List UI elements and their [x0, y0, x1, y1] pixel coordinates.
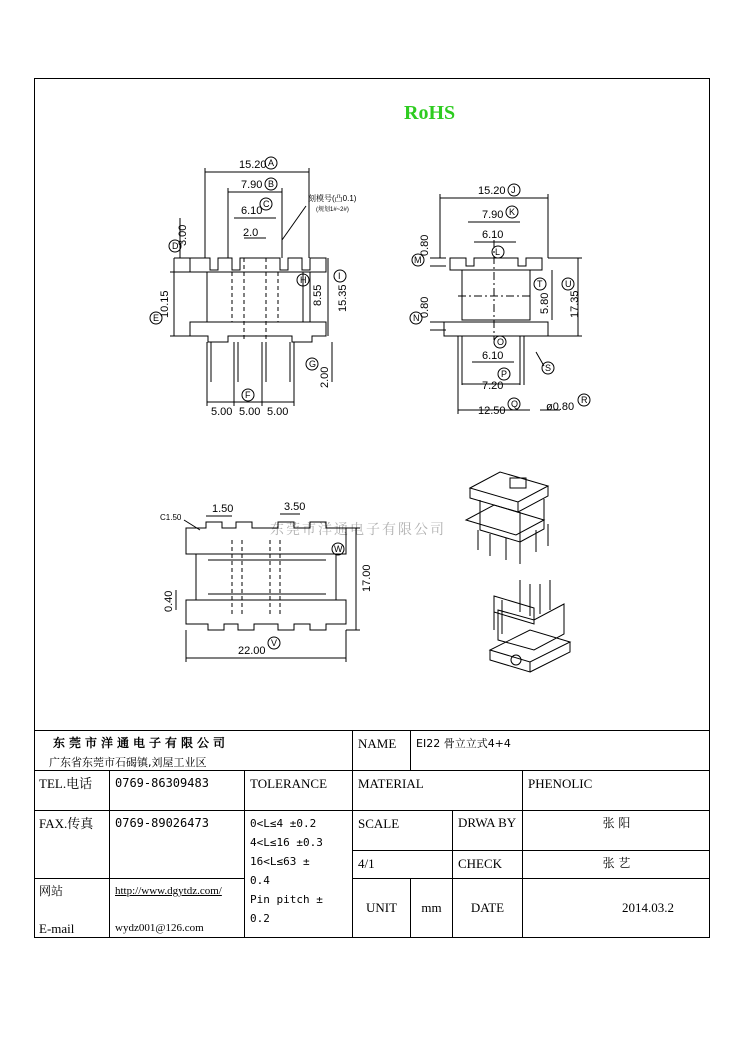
label-P: P [501, 369, 508, 379]
watermark: 东莞市洋通电子有限公司 [270, 522, 446, 538]
label-K: K [509, 207, 516, 217]
web-link[interactable]: http://www.dgytdz.com/ [115, 885, 222, 897]
dim-side-0-80-bottom: 0.80 [419, 296, 431, 318]
label-G: G [309, 359, 317, 369]
dim-front-10-15: 10.15 [159, 290, 171, 318]
tolerance-label: TOLERANCE [244, 770, 352, 810]
check-value: 张 艺 [522, 850, 710, 878]
dim-top-0-40: 0.40 [163, 590, 175, 612]
dim-top-3-50: 3.50 [284, 501, 306, 513]
material-value: PHENOLIC [522, 770, 710, 810]
label-Q: Q [511, 399, 519, 409]
name-label: NAME [352, 730, 410, 770]
dim-front-width: 15.20 [239, 159, 267, 171]
fax-value: 0769-89026473 [109, 810, 244, 878]
label-V: V [271, 638, 278, 648]
name-value: EI22 骨立立式4+4 [410, 730, 710, 770]
iso-view-upper [466, 472, 548, 564]
dim-side-15-20: 15.20 [478, 185, 506, 197]
dim-top-17-00: 17.00 [361, 564, 373, 592]
web-label: 网站 [39, 884, 64, 898]
fax-label: FAX.传真 [34, 810, 109, 878]
company-address: 广东省东莞市石碣镇,刘屋工业区 [49, 756, 207, 769]
scale-label: SCALE [352, 810, 452, 850]
dim-front-7-90: 7.90 [241, 179, 263, 191]
drawby-value: 张 阳 [522, 810, 710, 850]
dim-side-7-90: 7.90 [482, 209, 504, 221]
email-label: E-mail [39, 921, 75, 936]
label-W: W [334, 544, 343, 554]
mold-note-1: 刻模号(凸0.1) [308, 194, 357, 203]
top-view [176, 514, 360, 662]
dim-front-2-0: 2.0 [243, 227, 259, 239]
label-J: J [511, 185, 516, 195]
date-value: 2014.03.2 [522, 878, 710, 938]
dim-front-2-00: 2.00 [319, 366, 331, 388]
contact-labels [34, 878, 109, 938]
dim-side-pin-dia: ø0.80 [546, 401, 575, 413]
dim-top-22-00: 22.00 [238, 645, 266, 657]
dim-front-3-00: 3.00 [177, 224, 189, 246]
tolerance-line-1: 0<L≤4 ±0.2 [250, 817, 317, 830]
tolerance-line-5: Pin pitch ± [250, 893, 323, 906]
label-A: A [268, 158, 275, 168]
check-label: CHECK [452, 850, 522, 878]
unit-label: UNIT [352, 878, 410, 938]
tolerance-line-6: 0.2 [250, 912, 270, 925]
dim-side-5-80: 5.80 [539, 292, 551, 314]
dim-front-6-10: 6.10 [241, 205, 263, 217]
title-block [34, 730, 710, 938]
label-R: R [581, 395, 588, 405]
label-M: M [414, 255, 422, 265]
email-value: wydz001@126.com [115, 922, 204, 934]
rohs-mark: RoHS [404, 102, 456, 124]
scale-value: 4/1 [352, 850, 452, 878]
company-name: 东莞市洋通电子有限公司 [53, 736, 230, 750]
label-F: F [245, 390, 251, 400]
tolerance-line-2: 4<L≤16 ±0.3 [250, 836, 323, 849]
label-O: O [497, 337, 505, 347]
material-label: MATERIAL [352, 770, 522, 810]
label-S: S [545, 363, 552, 373]
label-U: U [565, 279, 572, 289]
dim-side-6-10-lower: 6.10 [482, 350, 504, 362]
unit-value: mm [410, 878, 452, 938]
label-I: I [338, 271, 341, 281]
dim-side-17-35: 17.35 [569, 290, 581, 318]
label-D: D [172, 241, 179, 251]
dim-side-0-80-top: 0.80 [419, 234, 431, 256]
dim-side-7-20: 7.20 [482, 380, 504, 392]
dim-side-12-50: 12.50 [478, 405, 506, 417]
dim-pin-pitch-1: 5.00 [211, 406, 233, 418]
mold-note-2: (规划1#~2#) [316, 207, 349, 213]
dim-top-chamfer: C1.50 [160, 513, 182, 522]
date-label: DATE [452, 878, 522, 938]
label-T: T [537, 279, 543, 289]
iso-view-lower [490, 580, 570, 672]
dim-pin-pitch-2: 5.00 [239, 406, 261, 418]
tel-value: 0769-86309483 [109, 770, 244, 810]
dim-side-6-10: 6.10 [482, 229, 504, 241]
tolerance-values [244, 810, 352, 938]
drawby-label: DRWA BY [452, 810, 522, 850]
dim-front-8-55: 8.55 [312, 284, 324, 306]
company-cell [34, 730, 352, 770]
label-N: N [413, 313, 420, 323]
tolerance-line-4: 0.4 [250, 874, 270, 887]
dim-pin-pitch-3: 5.00 [267, 406, 289, 418]
label-B: B [268, 179, 275, 189]
tel-label: TEL.电话 [34, 770, 109, 810]
label-H: H [300, 275, 307, 285]
dim-top-1-50: 1.50 [212, 503, 234, 515]
contact-values [109, 878, 244, 938]
dim-front-15-35: 15.35 [337, 284, 349, 312]
tolerance-line-3: 16<L≤63 ± [250, 855, 310, 868]
label-E: E [153, 313, 160, 323]
label-L: L [495, 247, 501, 257]
label-C: C [263, 199, 270, 209]
